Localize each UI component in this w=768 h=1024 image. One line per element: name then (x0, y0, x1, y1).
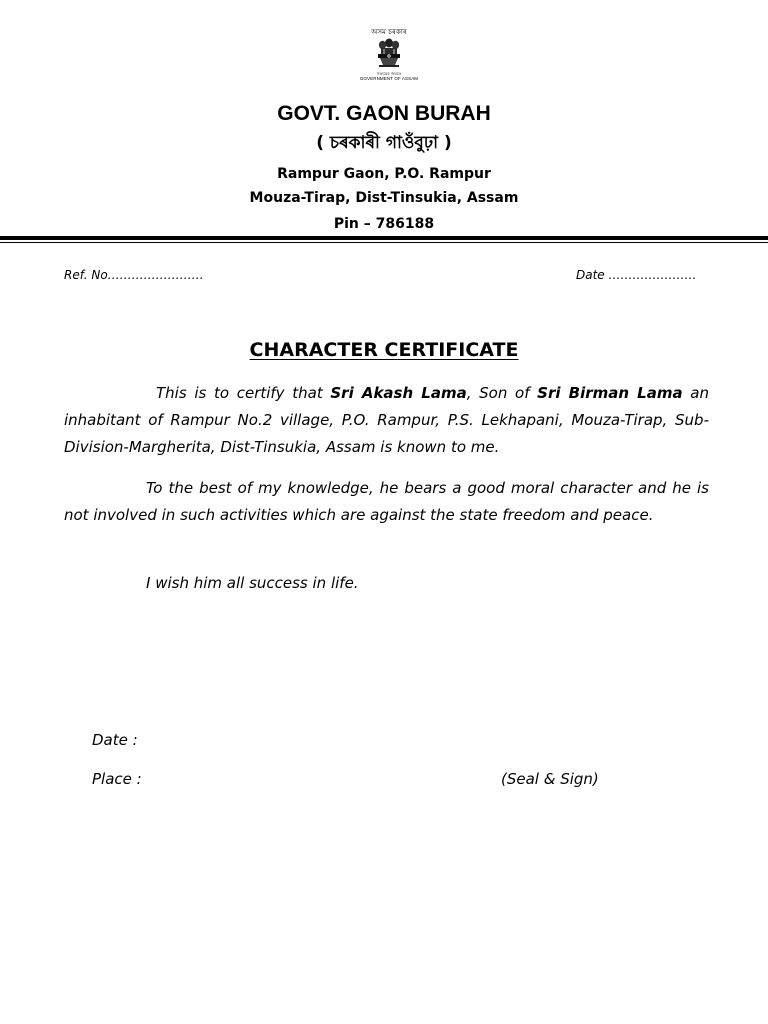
address-line-1: Rampur Gaon, P.O. Rampur (277, 166, 491, 182)
emblem-bottom-text: GOVERNMENT OF ASSAM (359, 76, 419, 81)
address-line-3: Pin – 786188 (333, 216, 435, 232)
certificate-paragraph-1 (64, 380, 709, 461)
address-line-2: Mouza-Tirap, Dist-Tinsukia, Assam (249, 190, 519, 206)
certificate-paragraph-3: I wish him all success in life. (146, 574, 359, 592)
father-name: Sri Birman Lama (537, 384, 683, 402)
person-name: Sri Akash Lama (330, 384, 467, 402)
header-divider-thick (0, 236, 768, 240)
p1-text-b: , Son of (466, 384, 538, 402)
footer-date-label: Date : (92, 731, 138, 749)
certificate-paragraph-2: To the best of my knowledge, he bears a good moral character and he is not involved in such activities which are against the state freedom and peace. (64, 479, 709, 524)
government-emblem (354, 28, 424, 94)
issue-date: Date …………………. (576, 268, 697, 282)
p1-text-a: This is to certify that (156, 384, 331, 402)
seal-and-sign-label: (Seal & Sign) (501, 770, 599, 788)
lion-capital-icon (372, 37, 406, 71)
header-divider-thin (0, 242, 768, 243)
certificate-title: CHARACTER CERTIFICATE (249, 339, 519, 361)
office-title-assamese: ( চৰকাৰী গাওঁবুঢ়া ) (316, 133, 452, 153)
emblem-top-text: অসম চৰকাৰ (371, 28, 407, 36)
reference-number: Ref. No…………………… (64, 268, 204, 282)
p1-text-c: an inhabitant of Rampur No.2 village, P.O. Rampur, P.S. Lekhapani, Mouza-Tirap, Sub-Division-Margherita, Dist-Tinsukia, Assam is known to me. (64, 384, 709, 456)
footer-place-label: Place : (92, 770, 142, 788)
office-title: GOVT. GAON BURAH (277, 102, 491, 125)
emblem-motto: সত্যমেৱ জয়তে (376, 71, 402, 76)
